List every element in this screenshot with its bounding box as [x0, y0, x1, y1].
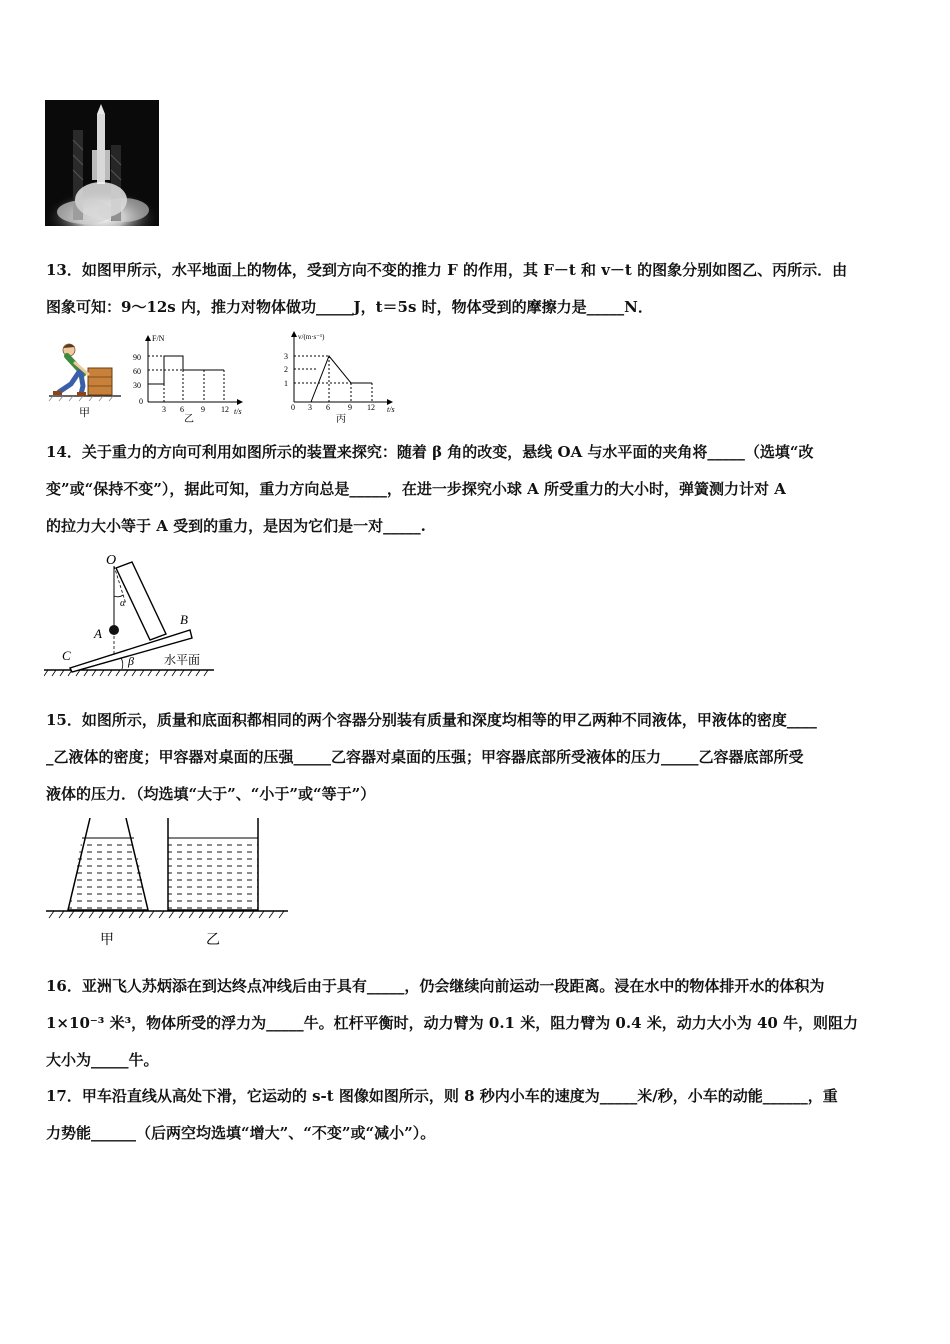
question-13 — [46, 252, 908, 326]
v-axis-label: v/(m·s⁻¹) — [298, 333, 325, 341]
f-xtick-9: 9 — [201, 405, 205, 414]
label-B: B — [180, 612, 188, 627]
q14-line-2: 变”或“保持不变”），据此可知，重力方向总是_____，在进一步探究小球 A 所受重力的大小时，弹簧测力计对 A — [46, 480, 786, 498]
v-xtick-6: 6 — [326, 403, 330, 412]
v-tick-2: 2 — [284, 365, 288, 374]
question-14 — [46, 434, 908, 545]
v-tick-3: 3 — [284, 352, 288, 361]
label-C: C — [62, 648, 71, 663]
q17-line-2: 力势能______（后两空均选填“增大”、“不变”或“减小”）。 — [46, 1124, 436, 1142]
fig-yi-caption: 乙 — [184, 414, 194, 424]
label-beta: β — [128, 654, 134, 668]
q14-line-1: 14．关于重力的方向可利用如图所示的装置来探究：随着 β 角的改变，悬线 OA 与水平面的夹角将_____（选填“改 — [46, 443, 814, 461]
q15-line-1: 15．如图所示，质量和底面积都相同的两个容器分别装有质量和深度均相等的甲乙两种不同液体，甲液体的密度____ — [46, 711, 817, 729]
container-yi-label: 乙 — [206, 933, 220, 948]
f-axis-label: F/N — [152, 334, 165, 343]
label-O: O — [106, 553, 117, 568]
question-15 — [46, 702, 908, 813]
q13-line-2: 图象可知：9～12s 内，推力对物体做功_____J，t＝5s 时，物体受到的摩擦力是_____N． — [46, 298, 653, 316]
q16-line-3: 大小为_____牛。 — [46, 1051, 159, 1069]
q13-chart-v-t — [278, 328, 400, 424]
f-xtick-3: 3 — [162, 405, 166, 414]
q13-figure-jia — [45, 338, 125, 420]
label-alpha: α — [120, 598, 126, 609]
container-jia-label: 甲 — [100, 933, 114, 948]
label-ground: 水平面 — [164, 653, 201, 667]
q15-line-2: _乙液体的密度；甲容器对桌面的压强_____乙容器对桌面的压强；甲容器底部所受液体的压力_____乙容器底部所受 — [46, 748, 804, 766]
fig-jia-caption: 甲 — [79, 407, 90, 419]
v-xtick-12: 12 — [367, 403, 375, 412]
v-xtick-3: 3 — [308, 403, 312, 412]
q15-figure-containers — [46, 814, 290, 950]
f-tick-30: 30 — [133, 381, 141, 390]
f-tick-0: 0 — [139, 397, 143, 406]
f-tick-60: 60 — [133, 367, 141, 376]
question-16 — [46, 968, 908, 1079]
q13-chart-f-t — [128, 332, 248, 424]
q17-line-1: 17．甲车沿直线从高处下滑，它运动的 s-t 图像如图所示，则 8 秒内小车的速度为_____米/秒，小车的动能______，重 — [46, 1087, 838, 1105]
v-xtick-9: 9 — [348, 403, 352, 412]
q16-line-1: 16．亚洲飞人苏炳添在到达终点冲线后由于具有_____，仍会继续向前运动一段距离。浸在水中的物体排开水的体积为 — [46, 977, 825, 995]
q13-line-1: 13．如图甲所示，水平地面上的物体，受到方向不变的推力 F 的作用，其 F－t 和 v－t 的图象分别如图乙、丙所示．由 — [46, 261, 848, 279]
f-time-axis-label: t/s — [234, 407, 242, 416]
v-xtick-0: 0 — [291, 403, 295, 412]
q15-line-3: 液体的压力．（均选填“大于”、“小于”或“等于”） — [46, 785, 376, 803]
label-A: A — [94, 626, 102, 641]
f-xtick-6: 6 — [180, 405, 184, 414]
f-tick-90: 90 — [133, 353, 141, 362]
rocket-launch-photo — [45, 100, 159, 226]
q14-line-3: 的拉力大小等于 A 受到的重力，是因为它们是一对_____. — [46, 517, 426, 535]
question-17 — [46, 1078, 908, 1152]
fig-bing-caption: 丙 — [336, 414, 346, 424]
v-time-axis-label: t/s — [387, 405, 395, 414]
f-xtick-12: 12 — [221, 405, 229, 414]
v-tick-1: 1 — [284, 379, 288, 388]
q16-line-2: 1×10⁻³ 米³，物体所受的浮力为_____牛。杠杆平衡时，动力臂为 0.1 米，阻力臂为 0.4 米，动力大小为 40 牛，则阻力 — [46, 1014, 859, 1032]
q14-figure-incline — [44, 548, 216, 680]
